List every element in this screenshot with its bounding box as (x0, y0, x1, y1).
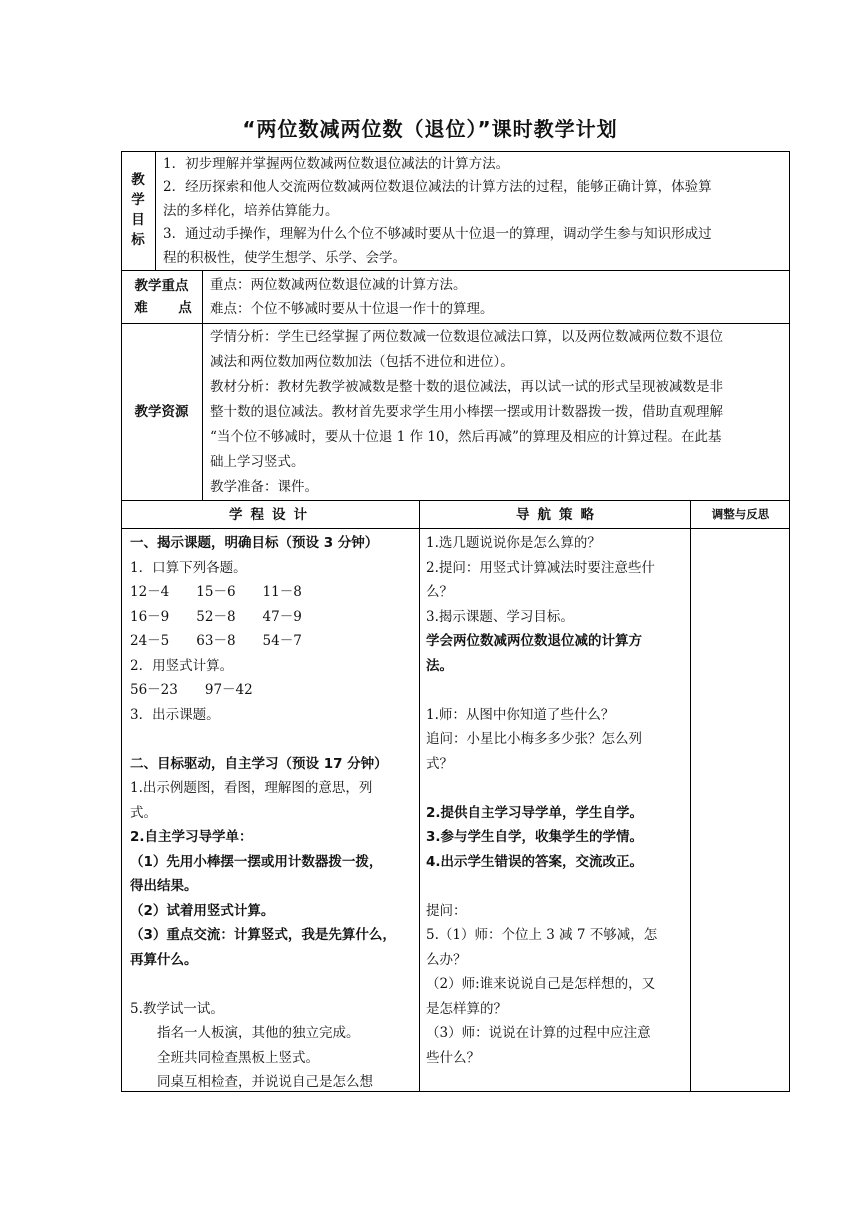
text-line (130, 727, 418, 752)
text-line: 一、揭示课题，明确目标（预设 3 分钟） (130, 535, 379, 551)
goals-label (121, 170, 155, 250)
text-line: （1）先用小棒摆一摆或用计数器拨一拨， (130, 853, 383, 870)
goals-label-char: 标 (131, 232, 145, 248)
text-line: 式？ (426, 755, 453, 772)
resource-line: 整十数的退位减法。教材首先要求学生用小棒摆一摆或用计数器拨一拨，借助直观理解 (210, 404, 723, 420)
text-line: 全班共同检查黑板上竖式。 (130, 1049, 319, 1066)
text-line: （2）师:谁来说说自己是怎样想的，又 (426, 976, 656, 992)
col-divider (202, 270, 203, 501)
resource-line: 教材分析：教材先教学被减数是整十数的退位减法，再以试一试的形式呈现被减数是非 (210, 379, 723, 395)
text-line: 提问： (426, 902, 467, 919)
difficulty-label-a: 难 (134, 300, 148, 316)
text-line: 再算什么。 (130, 951, 198, 968)
text-line: 么办？ (426, 951, 467, 968)
text-line: 是怎样算的？ (426, 1000, 507, 1017)
resources-label: 教学资源 (134, 404, 189, 420)
text-line: 2.提供自主学习导学单，学生自学。 (426, 804, 644, 821)
resource-line: 减法和两位数加两位数加法（包括不进位和进位）。 (210, 354, 514, 370)
text-line: 学会两位数减两位数退位减的计算方 (426, 633, 642, 649)
goal-line: 2．经历探索和他人交流两位数减两位数退位减法的计算方法的过程，能够正确计算，体验算 (163, 179, 712, 195)
text-line: 2．用竖式计算。 (130, 657, 234, 674)
text-line: 追问：小星比小梅多多少张？怎么列 (426, 731, 642, 747)
text-line: （3）重点交流：计算竖式，我是先算什么， (130, 927, 396, 943)
key-point-line: 重点：两位数减两位数退位减的计算方法。 (210, 277, 467, 293)
page-title: “两位数减两位数（退位）”课时教学计划 (242, 117, 618, 141)
text-line: 式。 (130, 804, 157, 821)
text-line: 1.师：从图中你知道了些什么？ (426, 706, 615, 723)
text-line (426, 678, 688, 703)
text-line: 4.出示学生错误的答案，交流改正。 (426, 853, 644, 870)
col-divider (155, 151, 156, 271)
text-line: 3．出示课题。 (130, 706, 220, 723)
col-divider (419, 500, 420, 1092)
text-line: 2.自主学习导学单： (130, 829, 253, 845)
text-line: 16－9 52－8 47－9 (130, 608, 302, 625)
text-line: 3.参与学生自学，收集学生的学情。 (426, 829, 644, 845)
text-line: 指名一人板演，其他的独立完成。 (130, 1025, 360, 1041)
text-line: 些什么？ (426, 1049, 480, 1066)
text-line: 1.出示例题图，看图，理解图的意思，列 (130, 780, 373, 796)
key-point-line: 难点：个位不够减时要从十位退一作十的算理。 (210, 301, 494, 317)
text-line: 12－4 15－6 11－8 (130, 584, 302, 600)
goal-line: 1．初步理解并掌握两位数减两位数退位减法的计算方法。 (163, 156, 510, 172)
text-line (130, 972, 418, 997)
key-points-label: 教学重点 (134, 278, 189, 294)
goals-label-char: 学 (131, 192, 145, 208)
text-line: 3.揭示课题、学习目标。 (426, 608, 574, 625)
strategy-column (426, 531, 688, 1070)
text-line (426, 776, 688, 801)
text-line: 1．口算下列各题。 (130, 559, 247, 576)
resource-line: 础上学习竖式。 (210, 454, 305, 470)
goals-label-char: 教 (131, 172, 145, 188)
text-line: （3）师：说说在计算的过程中应注意 (426, 1025, 651, 1041)
goal-line: 法的多样化，培养估算能力。 (163, 203, 339, 219)
reflect-header: 调整与反思 (711, 507, 770, 521)
difficulty-label-b: 点 (178, 300, 192, 316)
resource-line: “当个位不够减时，要从十位退 1 作 10，然后再减”的算理及相应的计算过程。在此基 (210, 429, 722, 445)
text-line: 5.教学试一试。 (130, 1000, 224, 1017)
goals-label-char: 目 (131, 212, 145, 228)
text-line (426, 874, 688, 899)
text-line: 得出结果。 (130, 878, 198, 894)
text-line: 二、目标驱动，自主学习（预设 17 分钟） (130, 755, 388, 772)
resource-line: 学情分析：学生已经掌握了两位数减一位数退位减法口算，以及两位数减两位数不退位 (210, 329, 723, 345)
resource-line: 教学准备：课件。 (210, 479, 318, 495)
col-divider (690, 500, 691, 1092)
text-line: 56－23 97－42 (130, 682, 253, 698)
text-line: （2）试着用竖式计算。 (130, 902, 275, 919)
text-line: 法。 (426, 657, 453, 674)
goal-line: 3．通过动手操作，理解为什么个位不够减时要从十位退一的算理，调动学生参与知识形成过 (163, 226, 712, 242)
row-divider (121, 323, 790, 324)
strategy-header: 导航策略 (516, 507, 602, 523)
row-divider (121, 270, 790, 271)
design-column (130, 531, 418, 1095)
text-line: 同桌互相检查，并说说自己是怎么想 (130, 1074, 373, 1090)
text-line: 1.选几题说说你是怎么算的？ (426, 535, 601, 551)
text-line: 5.（1）师：个位上 3 减 7 不够减，怎 (426, 927, 658, 943)
text-line: 么？ (426, 584, 453, 600)
design-header: 学程设计 (229, 507, 315, 523)
goal-line: 程的积极性，使学生想学、乐学、会学。 (163, 250, 406, 266)
text-line: 2.提问：用竖式计算减法时要注意些什 (426, 559, 655, 576)
text-line: 24－5 63－8 54－7 (130, 633, 302, 649)
